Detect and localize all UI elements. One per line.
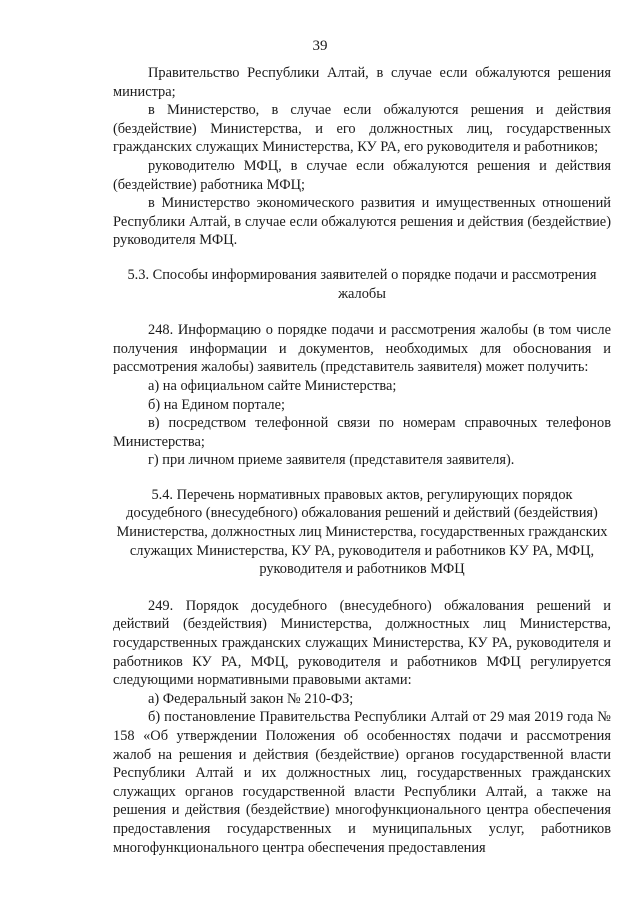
list-item-b: б) на Едином портале; [148, 396, 285, 413]
list-item-a: а) на официальном сайте Министерства; [148, 377, 397, 394]
paragraph-ministry-economy: в Министерство экономического развития и имущественных отношений Республики Алтай, в случае если обжалуются решения и действия (бездействие) руководителя МФЦ. [113, 195, 611, 249]
page-number: 39 [312, 38, 328, 54]
paragraph-249: 249. Порядок досудебного (внесудебного) обжалования решений и действий (бездействия) Министерства, должностных лиц Министерства, государственных гражданских служащих Министерства, КУ РА, руководителя и работников КУ РА, МФЦ, руководителя и работников МФЦ регулируется следующими нормативными правовыми актами: [113, 597, 611, 689]
document-body [113, 64, 611, 857]
paragraph-ministry: в Министерство, в случае если обжалуются решения и действия (бездействие) Министерства, и его должностных лиц, государственных гражданских служащих Министерства, КУ РА, его руководителя и работников; [113, 102, 611, 156]
list-item-a-law: а) Федеральный закон № 210-ФЗ; [148, 690, 354, 707]
paragraph-mfc-head: руководителю МФЦ, в случае если обжалуются решения и действия (бездействие) работника МФЦ; [113, 157, 611, 193]
paragraph-248: 248. Информацию о порядке подачи и рассмотрения жалобы (в том числе получения информации и документов, необходимых для обоснования и рассмотрения жалобы) заявитель (представитель заявителя) может получить: [113, 322, 611, 376]
paragraph-government: Правительство Республики Алтай, в случае если обжалуются решения министра; [113, 65, 611, 100]
list-item-g: г) при личном приеме заявителя (представителя заявителя). [148, 452, 515, 469]
section-5-3-heading: 5.3. Способы информирования заявителей о порядке подачи и рассмотрения жалобы [127, 266, 597, 302]
section-5-4-heading: 5.4. Перечень нормативных правовых актов, регулирующих порядок досудебного (внесудебного) обжалования решений и действий (бездействия) Министерства, должностных лиц Министерства, государственных гражданских служащих Министерства, КУ РА, руководителя и работников КУ РА, МФЦ, руководителя и работников МФЦ [116, 486, 608, 578]
list-item-v: в) посредством телефонной связи по номерам справочных телефонов Министерства; [113, 415, 611, 450]
list-item-b-resolution: б) постановление Правительства Республики Алтай от 29 мая 2019 года № 158 «Об утверждении Положения об особенностях подачи и рассмотрения жалоб на решения и действия (бездействие) органов государственной власти Республики Алтай и их должностных лиц, государственных гражданских служащих органов государственной власти Республики Алтай, а также на решения и действия (бездействие) многофункционального центра обеспечения предоставления государственных и муниципальных услуг, работников многофункционального центра обеспечения предоставления [113, 709, 611, 856]
